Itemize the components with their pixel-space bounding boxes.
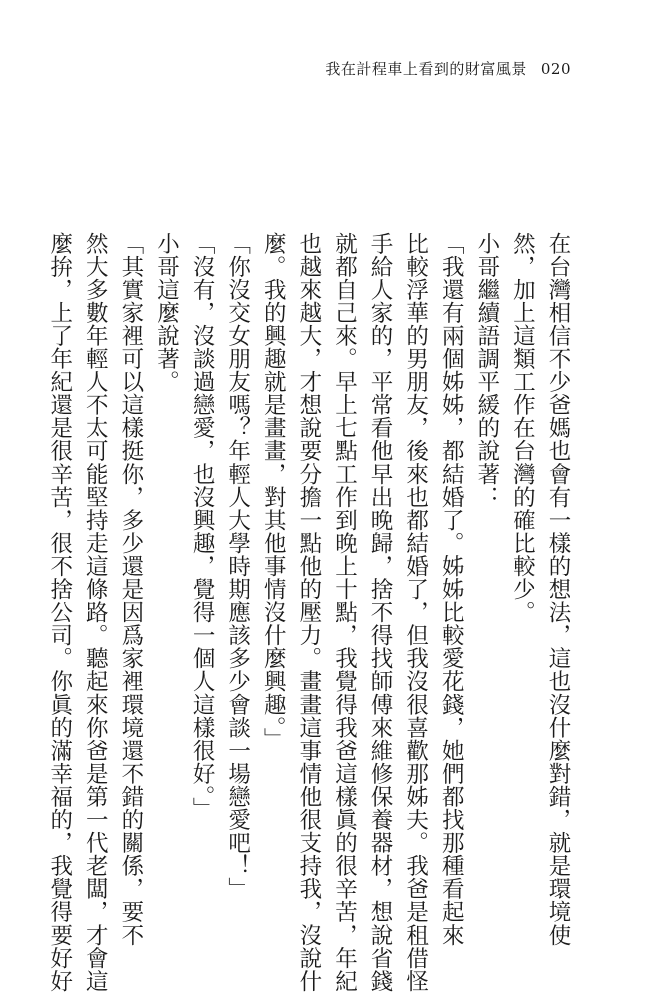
running-header [325, 58, 571, 79]
text-column-14: 然大多數年輕人不太可能堅持走這條路。聽起來你爸是第一代老闆，才會這 [82, 232, 109, 993]
text-column-6: 手給人家的，平常看他早出晚歸，捨不得找師傅來維修保養器材，想說省錢 [367, 232, 394, 993]
text-column-3: 小哥繼續語調平緩的說著： [473, 232, 500, 509]
text-column-2: 然，加上這類工作在台灣的確比較少。 [509, 232, 536, 624]
text-column-4: 「我還有兩個姊姊，都結婚了。姊姊比較愛花錢，她們都找那種看起來 [438, 232, 465, 947]
text-column-15: 麼拚，上了年紀還是很辛苦，很不捨公司。你眞的滿幸福的，我覺得要好好 [46, 232, 73, 993]
text-column-12: 小哥這麼說著。 [153, 232, 180, 394]
text-column-9: 麼。我的興趣就是畫畫，對其他事情沒什麼興趣。」 [260, 232, 287, 751]
page-number: 020 [540, 60, 571, 78]
text-column-11: 「沒有，沒談過戀愛，也沒興趣，覺得一個人這樣很好。」 [189, 232, 216, 821]
book-title: 我在計程車上看到的財富風景 [325, 60, 527, 78]
text-column-13: 「其實家裡可以這樣挺你，多少還是因爲家裡環境還不錯的關係，要不 [117, 232, 144, 947]
text-column-7: 就都自己來。早上七點工作到晚上十點，我覺得我爸這樣眞的很辛苦，年紀 [331, 232, 358, 993]
text-column-1: 在台灣相信不少爸媽也會有一樣的想法，這也沒什麼對錯，就是環境使 [545, 232, 571, 947]
vertical-body-text [41, 232, 575, 993]
text-column-10: 「你沒交女朋友嗎？年輕人大學時期應該多少會談一場戀愛吧！」 [224, 232, 251, 901]
text-column-8: 也越來越大，才想說要分擔一點他的壓力。畫畫這事情他很支持我，沒說什 [295, 232, 322, 993]
text-column-5: 比較浮華的男朋友，後來也都結婚了，但我沒很喜歡那姊夫。我爸是租借怪 [402, 232, 429, 993]
